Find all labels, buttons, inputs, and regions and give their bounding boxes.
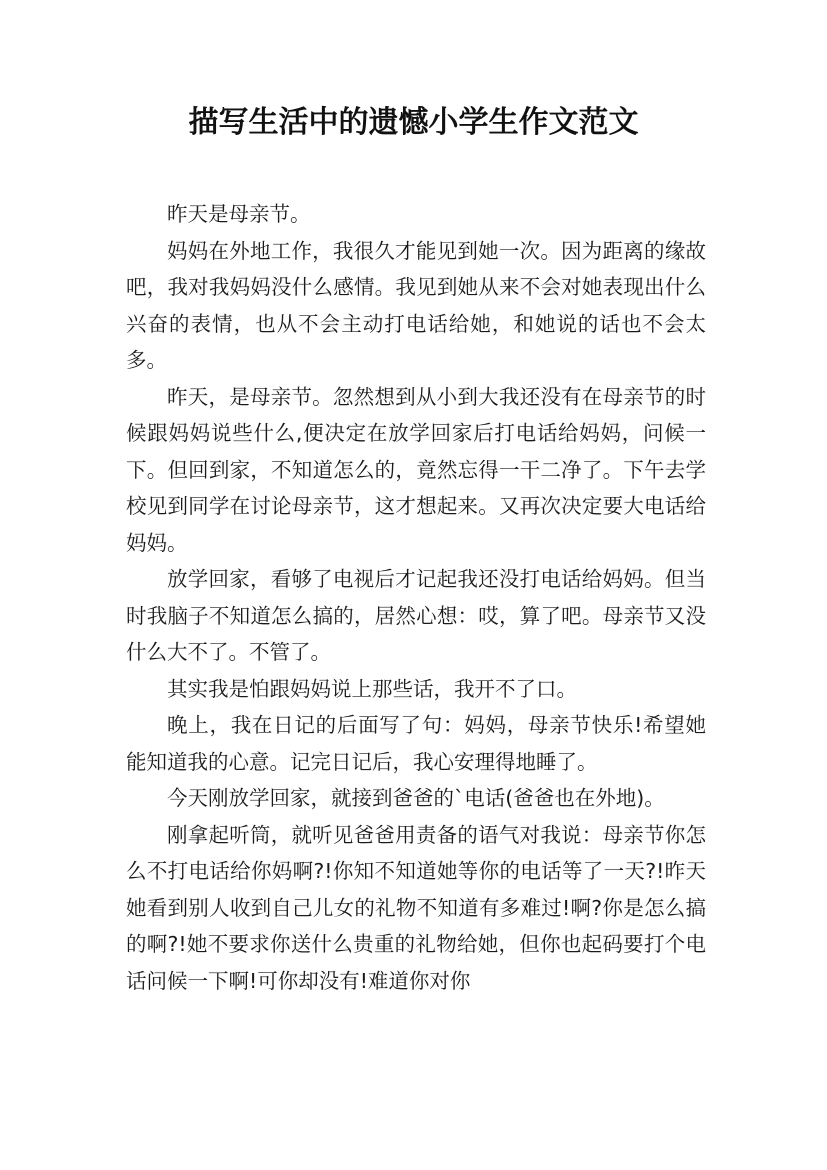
paragraph: 昨天，是母亲节。忽然想到从小到大我还没有在母亲节的时候跟妈妈说些什么,便决定在放学回家后打电话给妈妈，问候一下。但回到家，不知道怎么的，竟然忘得一干二净了。下午去学校见到同学在讨论母亲节，这才想起来。又再次决定要大电话给妈妈。 (126, 384, 706, 555)
document-body (126, 196, 706, 999)
document-title: 描写生活中的遗憾小学生作文范文 (188, 105, 639, 140)
paragraph: 妈妈在外地工作，我很久才能见到她一次。因为距离的缘故吧，我对我妈妈没什么感情。我见到她从来不会对她表现出什么兴奋的表情，也从不会主动打电话给她，和她说的话也不会太多。 (126, 238, 706, 372)
paragraph: 昨天是母亲节。 (167, 202, 311, 226)
paragraph: 刚拿起听筒，就听见爸爸用责备的语气对我说：母亲节你怎么不打电话给你妈啊?!你知不知道她等你的电话等了一天?!昨天她看到别人收到自己儿女的礼物不知道有多难过!啊?你是怎么搞的啊?!她不要求你送什么贵重的礼物给她，但你也起码要打个电话问候一下啊!可你却没有!难道你对你 (126, 822, 706, 993)
paragraph: 晚上，我在日记的后面写了句：妈妈，母亲节快乐!希望她能知道我的心意。记完日记后，我心安理得地睡了。 (126, 713, 706, 774)
paragraph: 放学回家，看够了电视后才记起我还没打电话给妈妈。但当时我脑子不知道怎么搞的，居然心想：哎，算了吧。母亲节又没什么大不了。不管了。 (126, 567, 706, 664)
paragraph: 其实我是怕跟妈妈说上那些话，我开不了口。 (167, 676, 577, 701)
paragraph: 今天刚放学回家，就接到爸爸的`电话(爸爸也在外地)。 (167, 786, 665, 810)
